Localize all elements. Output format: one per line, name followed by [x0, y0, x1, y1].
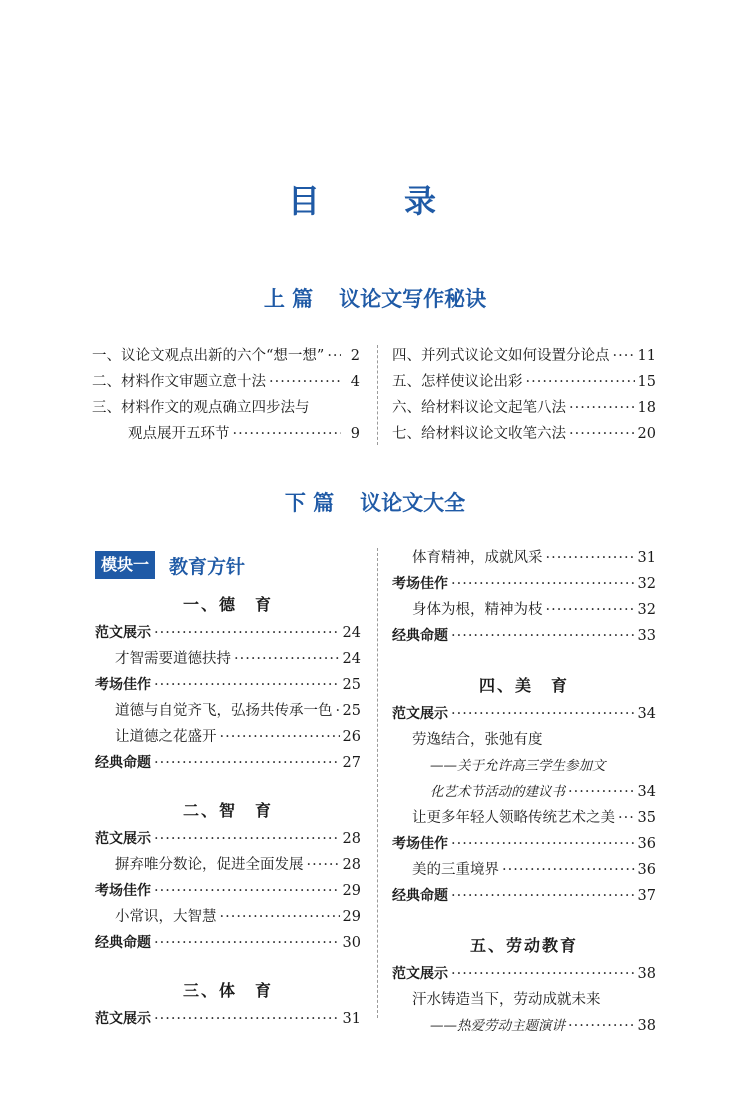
toc-entry[interactable]: 范文展示 ····· 24	[95, 620, 361, 646]
toc-entry[interactable]: 才智需要道德扶持 ····· 24	[95, 646, 361, 672]
toc-entry[interactable]: 考场佳作 ····· 36	[392, 831, 656, 857]
toc-entry[interactable]: 四、并列式议论文如何设置分论点 ····· 11	[392, 343, 656, 369]
toc-entry[interactable]: 考场佳作 ····· 32	[392, 571, 656, 597]
part2-heading	[0, 487, 750, 517]
module-tag: 模块一	[95, 551, 155, 579]
part1-right-column	[392, 343, 656, 447]
toc-entry[interactable]: 让更多年轻人领略传统艺术之美 ····· 35	[392, 805, 656, 831]
toc-entry[interactable]: 劳逸结合，张弛有度	[412, 732, 543, 748]
toc-entry[interactable]: 经典命题 ····· 27	[95, 750, 361, 776]
section-heading: 二、智 育	[182, 801, 273, 820]
toc-entry[interactable]: 三、材料作文的观点确立四步法与	[92, 400, 310, 416]
toc-entry[interactable]: 范文展示 ····· 38	[392, 961, 656, 987]
column-divider	[377, 548, 378, 1018]
toc-entry[interactable]: 一、议论文观点出新的六个“想一想” ····· 2	[92, 343, 360, 369]
toc-entry[interactable]: 美的三重境界 ····· 36	[392, 857, 656, 883]
toc-entry[interactable]: 汗水铸造当下，劳动成就未来	[412, 992, 601, 1008]
toc-entry[interactable]: 考场佳作 ····· 25	[95, 672, 361, 698]
part2-label: 下 篇	[284, 490, 335, 515]
toc-entry[interactable]: 让道德之花盛开 ····· 26	[95, 724, 361, 750]
part1-label: 上 篇	[263, 286, 314, 311]
toc-entry[interactable]: 经典命题 ····· 30	[95, 930, 361, 956]
toc-entry[interactable]: ——热爱劳动主题演讲 ····· 38	[392, 1013, 656, 1039]
part1-name: 议论文写作秘诀	[339, 286, 487, 311]
toc-entry[interactable]: 观点展开五环节 ····· 9	[92, 421, 360, 447]
toc-entry[interactable]: 道德与自觉齐飞，弘扬共传承一色 ····· 25	[95, 698, 361, 724]
toc-entry[interactable]: 七、给材料议论文收笔六法 ····· 20	[392, 421, 656, 447]
part1-heading	[0, 283, 750, 313]
toc-entry[interactable]: 范文展示 ····· 31	[95, 1006, 361, 1032]
toc-entry[interactable]: 身体为根，精神为枝 ····· 32	[392, 597, 656, 623]
column-divider	[377, 345, 378, 445]
module-heading	[95, 550, 361, 580]
module-name: 教育方针	[169, 555, 246, 578]
toc-entry[interactable]: 经典命题 ····· 33	[392, 623, 656, 649]
toc-entry[interactable]: 二、材料作文审题立意十法 ····· 4	[92, 369, 360, 395]
section-heading: 一、德 育	[182, 595, 273, 614]
part2-right-column	[392, 545, 656, 1039]
toc-entry[interactable]: ——关于允许高三学生参加文	[430, 758, 606, 774]
toc-entry[interactable]: 六、给材料议论文起笔八法 ····· 18	[392, 395, 656, 421]
part2-left-column	[95, 550, 361, 1032]
section-heading: 四、美 育	[478, 676, 569, 695]
toc-entry[interactable]: 考场佳作 ····· 29	[95, 878, 361, 904]
section-heading: 三、体 育	[182, 981, 273, 1000]
part2-name: 议论文大全	[360, 490, 466, 515]
toc-entry[interactable]: 小常识，大智慧 ····· 29	[95, 904, 361, 930]
section-heading: 五、劳动教育	[469, 936, 578, 955]
toc-entry[interactable]: 体育精神，成就风采 ····· 31	[392, 545, 656, 571]
page-title: 目 录	[287, 182, 462, 220]
toc-entry[interactable]: 摒弃唯分数论，促进全面发展 ····· 28	[95, 852, 361, 878]
toc-entry[interactable]: 范文展示 ····· 28	[95, 826, 361, 852]
toc-entry[interactable]: 化艺术节活动的建议书 ····· 34	[392, 779, 656, 805]
toc-entry[interactable]: 五、怎样使议论出彩 ····· 15	[392, 369, 656, 395]
toc-entry[interactable]: 范文展示 ····· 34	[392, 701, 656, 727]
toc-entry[interactable]: 经典命题 ····· 37	[392, 883, 656, 909]
part1-left-column	[92, 343, 360, 447]
